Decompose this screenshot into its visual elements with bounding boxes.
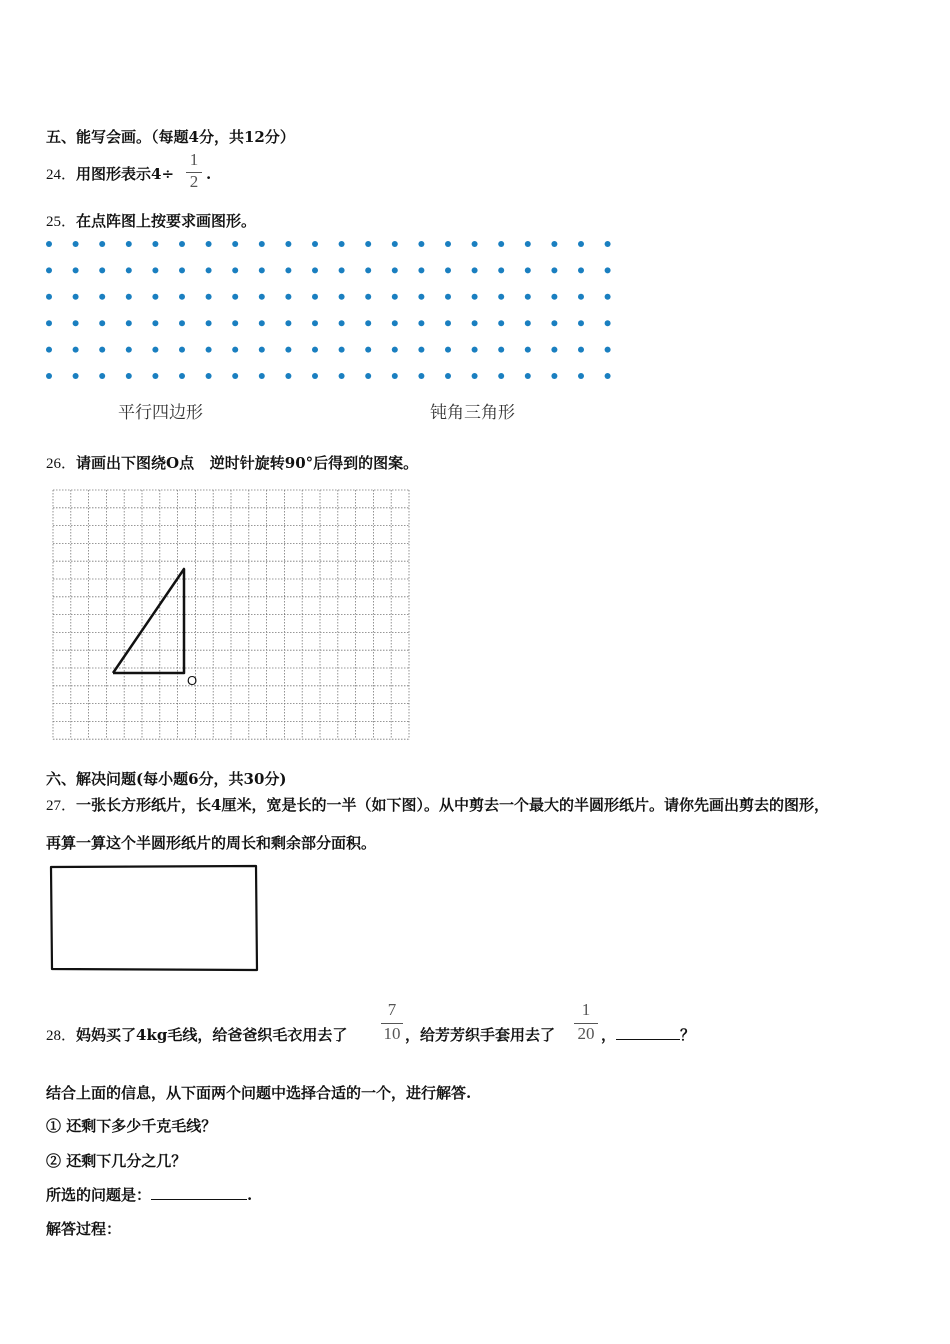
grid-dot[interactable] — [73, 373, 79, 379]
section-six-heading: 六、解决问题(每小题6分，共30分) — [46, 770, 287, 788]
grid-dot[interactable] — [206, 320, 212, 326]
question-number: 28． — [46, 1028, 77, 1044]
grid-dot[interactable] — [605, 320, 611, 326]
grid-dot[interactable] — [551, 267, 557, 273]
grid-dot[interactable] — [578, 320, 584, 326]
grid-dot[interactable] — [232, 373, 238, 379]
question-text-b: 毛线，给爸爸织毛衣用去了 — [167, 1026, 348, 1044]
grid-dot[interactable] — [152, 320, 158, 326]
grid-dot[interactable] — [525, 294, 531, 300]
grid-dot[interactable] — [285, 267, 291, 273]
grid-dot[interactable] — [525, 241, 531, 247]
fraction-denominator: 2 — [189, 172, 199, 191]
grid-dot[interactable] — [418, 267, 424, 273]
grid-dot[interactable] — [498, 347, 504, 353]
option-1[interactable]: ① 还剩下多少千克毛线？ — [46, 1117, 217, 1135]
grid-dot[interactable] — [445, 373, 451, 379]
grid-dot[interactable] — [46, 373, 52, 379]
grid-dot[interactable] — [339, 373, 345, 379]
grid-dot[interactable] — [152, 294, 158, 300]
grid-dot[interactable] — [605, 241, 611, 247]
grid-dot[interactable] — [46, 320, 52, 326]
grid-dot[interactable] — [365, 320, 371, 326]
grid-dot[interactable] — [126, 241, 132, 247]
grid-dot[interactable] — [578, 373, 584, 379]
grid-dot[interactable] — [259, 241, 265, 247]
grid-dot[interactable] — [232, 267, 238, 273]
grid-dot[interactable] — [46, 347, 52, 353]
question-24 — [46, 164, 174, 185]
question-24-tail: . — [206, 165, 212, 183]
question-25 — [46, 211, 256, 232]
grid-dot[interactable] — [578, 294, 584, 300]
grid-dot[interactable] — [392, 241, 398, 247]
grid-dot[interactable] — [179, 241, 185, 247]
fraction-one-twentieth — [574, 1000, 598, 1046]
rectangle-figure[interactable] — [46, 862, 262, 974]
grid-dot[interactable] — [46, 267, 52, 273]
grid-dot[interactable] — [445, 267, 451, 273]
grid-dot[interactable] — [605, 294, 611, 300]
grid-dot[interactable] — [73, 320, 79, 326]
question-text-b: 点 逆时针旋转 — [179, 454, 285, 472]
fraction-denominator: 20 — [577, 1024, 595, 1043]
grid-dot[interactable] — [206, 347, 212, 353]
grid-dot[interactable] — [259, 320, 265, 326]
grid-dot[interactable] — [605, 373, 611, 379]
grid-dot[interactable] — [179, 267, 185, 273]
grid-dot[interactable] — [232, 241, 238, 247]
grid-dot[interactable] — [418, 294, 424, 300]
grid-dot[interactable] — [206, 373, 212, 379]
point-o-label: O — [187, 673, 198, 688]
grid-dot[interactable] — [418, 373, 424, 379]
fraction-numerator: 1 — [189, 150, 199, 169]
grid-dot[interactable] — [259, 373, 265, 379]
grid-dot[interactable] — [99, 347, 105, 353]
grid-dot[interactable] — [392, 347, 398, 353]
grid-dot[interactable] — [498, 294, 504, 300]
grid-dot[interactable] — [232, 320, 238, 326]
grid-dot[interactable] — [551, 241, 557, 247]
rotation-grid[interactable] — [50, 485, 420, 750]
grid-dot[interactable] — [285, 373, 291, 379]
grid-dot[interactable] — [525, 320, 531, 326]
grid-dot[interactable] — [232, 347, 238, 353]
grid-dot[interactable] — [126, 320, 132, 326]
grid-dot[interactable] — [285, 241, 291, 247]
grid-dot[interactable] — [285, 294, 291, 300]
grid-dot[interactable] — [152, 347, 158, 353]
grid-dot[interactable] — [498, 320, 504, 326]
grid-dot[interactable] — [525, 267, 531, 273]
grid-dot[interactable] — [472, 347, 478, 353]
grid-dot[interactable] — [285, 347, 291, 353]
grid-dot[interactable] — [578, 347, 584, 353]
grid-dot[interactable] — [365, 267, 371, 273]
grid-dot[interactable] — [206, 267, 212, 273]
label-parallelogram: 平行四边形 — [118, 403, 203, 423]
grid-dot[interactable] — [418, 347, 424, 353]
grid-dot[interactable] — [445, 241, 451, 247]
grid-dot[interactable] — [285, 320, 291, 326]
grid-dot[interactable] — [312, 320, 318, 326]
question-text-c: 后得到的图案。 — [313, 454, 419, 472]
chosen-label: 所选的问题是： — [46, 1186, 152, 1204]
grid-dot[interactable] — [339, 320, 345, 326]
grid-dot[interactable] — [472, 267, 478, 273]
grid-dot[interactable] — [99, 267, 105, 273]
grid-dot[interactable] — [551, 373, 557, 379]
grid-dot[interactable] — [259, 267, 265, 273]
grid-dot[interactable] — [99, 320, 105, 326]
solution-process-label: 解答过程： — [46, 1220, 122, 1238]
question-28-text-c: ，给芳芳织手套用去了 — [405, 1026, 556, 1044]
grid-dot[interactable] — [339, 267, 345, 273]
grid-dot[interactable] — [73, 347, 79, 353]
grid-dot[interactable] — [365, 294, 371, 300]
grid-dot[interactable] — [498, 267, 504, 273]
grid-dot[interactable] — [525, 373, 531, 379]
grid-dot[interactable] — [179, 347, 185, 353]
question-number: 26． — [46, 456, 77, 472]
fraction-seven-tenths — [381, 1000, 403, 1046]
question-number: 25． — [46, 214, 77, 230]
grid-dot[interactable] — [339, 294, 345, 300]
grid-dot[interactable] — [418, 320, 424, 326]
point-name: O — [166, 454, 180, 472]
question-text-a: 请画出下图绕 — [76, 454, 167, 472]
grid-dot[interactable] — [152, 267, 158, 273]
grid-dot[interactable] — [339, 241, 345, 247]
grid-dot[interactable] — [312, 373, 318, 379]
grid-dot[interactable] — [472, 373, 478, 379]
grid-dot[interactable] — [73, 241, 79, 247]
grid-dot[interactable] — [126, 294, 132, 300]
question-number: 24． — [46, 167, 77, 183]
question-27-line-1 — [46, 795, 829, 816]
grid-dot[interactable] — [126, 267, 132, 273]
grid-dot[interactable] — [259, 347, 265, 353]
grid-dot[interactable] — [605, 347, 611, 353]
grid-dot[interactable] — [179, 320, 185, 326]
question-27-line-2: 再算一算这个半圆形纸片的周长和剩余部分面积。 — [46, 834, 377, 852]
chosen-question-blank[interactable] — [151, 1199, 247, 1200]
grid-dot[interactable] — [312, 267, 318, 273]
rectangle-outline — [51, 866, 257, 970]
question-text: 一张长方形纸片，长4厘米，宽是长的一半（如下图）。从中剪去一个最大的半圆形纸片。请你先画出剪去的图形， — [76, 796, 829, 814]
grid-dot[interactable] — [498, 241, 504, 247]
info-text: 结合上面的信息，从下面两个问题中选择合适的一个，进行解答. — [46, 1084, 472, 1102]
question-text: 用图形表示4÷ — [76, 165, 175, 183]
question-26 — [46, 453, 418, 474]
grid-dot[interactable] — [99, 294, 105, 300]
fraction-numerator: 1 — [581, 1000, 591, 1019]
question-28 — [46, 1025, 347, 1046]
grid-dot[interactable] — [179, 373, 185, 379]
amount: 4kg — [136, 1026, 168, 1044]
grid-dot[interactable] — [206, 241, 212, 247]
grid-dot[interactable] — [578, 241, 584, 247]
grid-dot[interactable] — [551, 294, 557, 300]
grid-dot[interactable] — [445, 294, 451, 300]
chosen-question-line — [46, 1185, 252, 1205]
grid-dot[interactable] — [445, 347, 451, 353]
right-triangle — [113, 569, 184, 673]
rotation-angle: 90° — [284, 454, 314, 472]
grid-dot[interactable] — [206, 294, 212, 300]
grid-dot[interactable] — [46, 241, 52, 247]
dot-grid[interactable] — [40, 236, 620, 386]
grid-dot[interactable] — [418, 241, 424, 247]
grid-lines — [53, 490, 409, 739]
grid-dot[interactable] — [73, 267, 79, 273]
grid-dot[interactable] — [259, 294, 265, 300]
grid-dot[interactable] — [472, 320, 478, 326]
grid-dot[interactable] — [578, 267, 584, 273]
grid-dot[interactable] — [472, 241, 478, 247]
question-mark: ？ — [680, 1026, 696, 1044]
grid-dot[interactable] — [152, 373, 158, 379]
answer-blank[interactable] — [616, 1039, 680, 1040]
grid-dot[interactable] — [126, 347, 132, 353]
fraction-one-half — [186, 150, 202, 194]
grid-dot[interactable] — [365, 347, 371, 353]
option-2[interactable]: ② 还剩下几分之几？ — [46, 1152, 187, 1170]
section-five-heading: 五、能写会画。（每题4分，共12分） — [46, 128, 295, 146]
grid-dot[interactable] — [472, 294, 478, 300]
grid-dot[interactable] — [498, 373, 504, 379]
grid-dot[interactable] — [339, 347, 345, 353]
fraction-denominator: 10 — [383, 1024, 401, 1043]
grid-dot[interactable] — [99, 241, 105, 247]
grid-dot[interactable] — [365, 241, 371, 247]
grid-dot[interactable] — [126, 373, 132, 379]
question-text: 在点阵图上按要求画图形。 — [76, 212, 257, 230]
label-obtuse-triangle: 钝角三角形 — [430, 403, 515, 423]
grid-dot[interactable] — [46, 294, 52, 300]
grid-dot[interactable] — [179, 294, 185, 300]
grid-dot[interactable] — [312, 347, 318, 353]
grid-dot[interactable] — [445, 320, 451, 326]
fraction-numerator: 7 — [387, 1000, 397, 1019]
grid-dot[interactable] — [152, 241, 158, 247]
grid-dot[interactable] — [551, 347, 557, 353]
grid-dot[interactable] — [232, 294, 238, 300]
grid-dot[interactable] — [365, 373, 371, 379]
grid-dot[interactable] — [99, 373, 105, 379]
grid-dot[interactable] — [392, 373, 398, 379]
grid-dot[interactable] — [392, 320, 398, 326]
chosen-tail: . — [247, 1186, 253, 1204]
comma: ， — [601, 1026, 617, 1044]
question-28-text-d — [601, 1025, 695, 1045]
grid-dot[interactable] — [605, 267, 611, 273]
grid-dot[interactable] — [73, 294, 79, 300]
question-number: 27． — [46, 798, 77, 814]
question-text-a: 妈妈买了 — [76, 1026, 137, 1044]
grid-dot[interactable] — [392, 267, 398, 273]
grid-dot[interactable] — [392, 294, 398, 300]
grid-dot[interactable] — [525, 347, 531, 353]
grid-dot[interactable] — [551, 320, 557, 326]
grid-dot[interactable] — [312, 294, 318, 300]
grid-dot[interactable] — [312, 241, 318, 247]
